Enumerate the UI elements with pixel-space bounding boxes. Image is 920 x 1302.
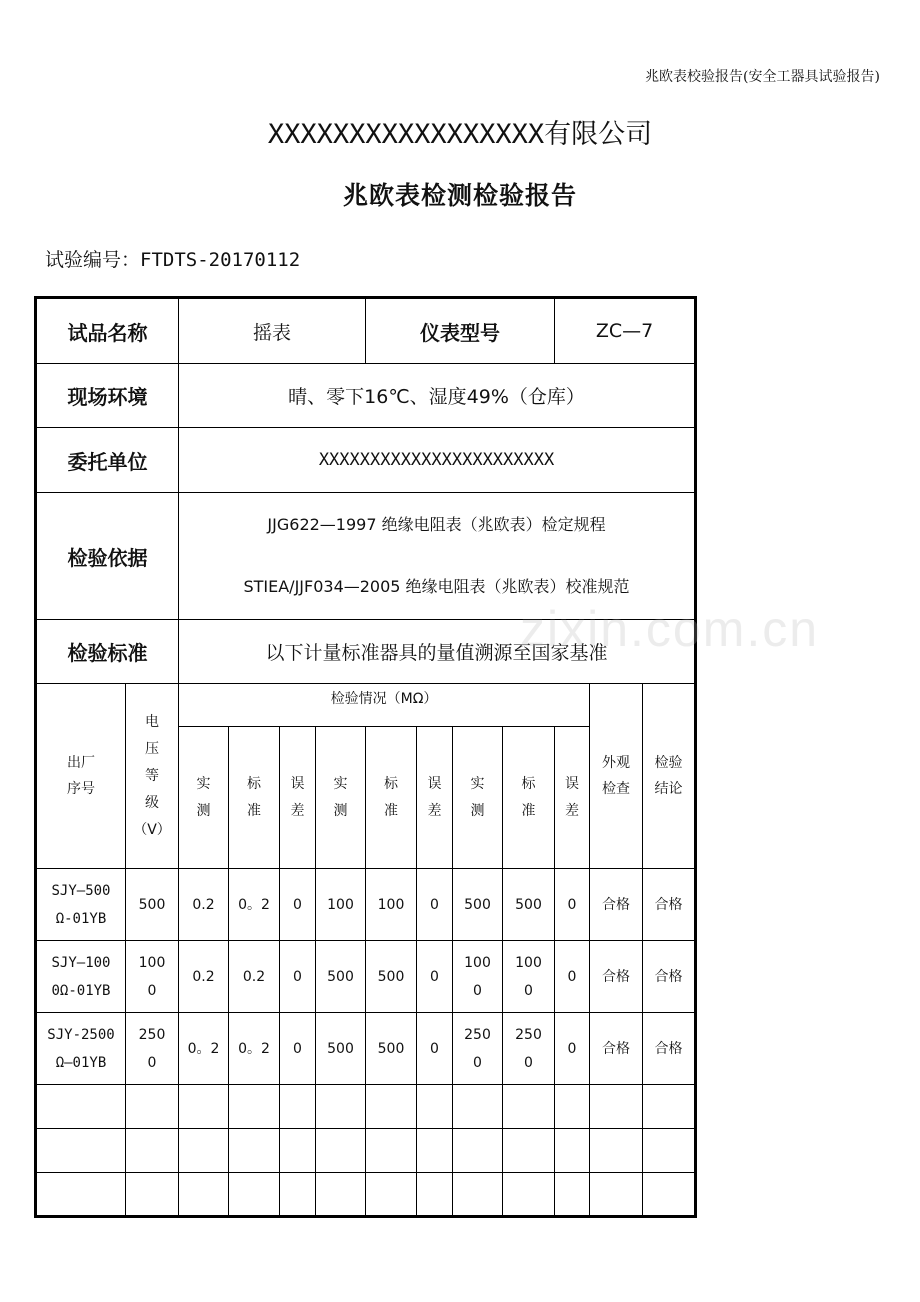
sub-header-char: 实: [333, 775, 348, 792]
empty-cell: [280, 1173, 316, 1217]
value-cell: [316, 1013, 366, 1085]
conclusion-cell: [643, 869, 696, 941]
value-cell-line: 0: [473, 1054, 482, 1071]
serial-cell: [36, 941, 126, 1013]
value-cell-line: 250: [515, 1026, 542, 1043]
value-cell-line: 0: [293, 1040, 302, 1057]
voltage-cell-line: 250: [138, 1026, 166, 1043]
voltage-cell: [126, 869, 179, 941]
appearance-header-line: 外观: [602, 755, 631, 771]
empty-cell: [179, 1085, 229, 1129]
serial-cell-line: SJY—500: [51, 882, 111, 899]
empty-cell: [503, 1173, 555, 1217]
sub-header-char: 标: [384, 775, 399, 792]
row-environment: [36, 364, 696, 428]
sub-header-char: 误: [290, 775, 305, 792]
voltage-cell: [126, 1013, 179, 1085]
sub-header-cell: [453, 727, 503, 869]
value-cell: [366, 1013, 417, 1085]
serial-header-line: 出厂: [67, 755, 95, 771]
sub-header-char: 实: [470, 775, 485, 792]
serial-cell-line: SJY—100: [51, 954, 111, 971]
empty-cell: [590, 1129, 643, 1173]
serial-cell-line: SJY-2500: [47, 1026, 115, 1043]
value-cell-line: 500: [515, 896, 542, 913]
serial-cell: [36, 1013, 126, 1085]
empty-row: [36, 1173, 696, 1217]
empty-cell: [316, 1173, 366, 1217]
appearance-cell: [590, 941, 643, 1013]
value-cell: [280, 941, 316, 1013]
row-sample: [36, 298, 696, 364]
conclusion-header-line: 结论: [654, 781, 683, 797]
empty-cell: [453, 1085, 503, 1129]
appearance-cell-line: 合格: [602, 1040, 631, 1057]
appearance-cell-line: 合格: [602, 968, 631, 985]
value-cell: [366, 941, 417, 1013]
empty-cell: [643, 1173, 696, 1217]
conclusion-cell: [643, 1013, 696, 1085]
conclusion-cell-line: 合格: [654, 1040, 683, 1057]
sub-header-cell: [366, 727, 417, 869]
sub-header-char: 实: [196, 775, 211, 792]
client-value: XXXXXXXXXXXXXXXXXXXXXXX: [179, 428, 696, 493]
appearance-header-line: 检查: [602, 781, 631, 797]
inspection-group-header: 检验情况（MΩ）: [179, 684, 590, 727]
voltage-cell-line: 100: [138, 954, 166, 971]
value-cell: [417, 941, 453, 1013]
empty-cell: [503, 1085, 555, 1129]
empty-cell: [643, 1129, 696, 1173]
sub-header-cell: [280, 727, 316, 869]
serial-cell-line: Ω-01YB: [55, 910, 107, 927]
empty-cell: [555, 1129, 590, 1173]
sub-header-char: 准: [521, 802, 536, 819]
voltage-cell: [126, 941, 179, 1013]
value-cell: [453, 941, 503, 1013]
report-title: 兆欧表检测检验报告: [342, 181, 577, 210]
client-label: 委托单位: [36, 428, 179, 493]
value-cell-line: 500: [327, 968, 354, 985]
serial-header: [36, 684, 126, 869]
voltage-header-line: （V）: [133, 821, 171, 838]
basis-label: 检验依据: [36, 493, 179, 620]
value-cell: [503, 869, 555, 941]
empty-cell: [280, 1085, 316, 1129]
value-cell-line: 100: [327, 896, 354, 913]
sub-header-char: 准: [247, 802, 261, 819]
value-cell: [179, 941, 229, 1013]
appearance-cell: [590, 1013, 643, 1085]
voltage-cell-line: 500: [138, 896, 166, 913]
value-cell-line: 0: [524, 1054, 533, 1071]
sub-header-char: 误: [427, 775, 442, 792]
table-row: [36, 869, 696, 941]
value-cell: [179, 1013, 229, 1085]
empty-cell: [179, 1129, 229, 1173]
value-cell-line: 500: [377, 968, 405, 985]
voltage-header-line: 压: [145, 740, 159, 757]
model-label: 仪表型号: [366, 298, 555, 364]
empty-cell: [126, 1085, 179, 1129]
sub-header-char: 准: [384, 802, 399, 819]
empty-cell: [643, 1085, 696, 1129]
sub-header-char: 测: [333, 802, 348, 819]
empty-cell: [36, 1085, 126, 1129]
table-row: [36, 941, 696, 1013]
empty-cell: [280, 1129, 316, 1173]
value-cell: [555, 1013, 590, 1085]
standard-value: 以下计量标准器具的量值溯源至国家基准: [179, 620, 696, 684]
value-cell: [179, 869, 229, 941]
test-number-value: FTDTS-20170112: [140, 249, 301, 271]
watermark: zixin.com.cn: [520, 601, 820, 657]
sub-header-cell: [555, 727, 590, 869]
value-cell-line: 500: [464, 896, 491, 913]
voltage-header: [126, 684, 179, 869]
value-cell-line: 0.2: [192, 968, 215, 985]
conclusion-header-line: 检验: [654, 755, 683, 771]
empty-cell: [366, 1085, 417, 1129]
value-cell: [417, 1013, 453, 1085]
sub-header-char: 差: [565, 802, 580, 819]
empty-cell: [316, 1129, 366, 1173]
report-table: [34, 296, 697, 1218]
appearance-header: [590, 684, 643, 869]
empty-cell: [417, 1173, 453, 1217]
value-cell-line: 0: [473, 982, 482, 999]
empty-cell: [453, 1173, 503, 1217]
empty-cell: [179, 1173, 229, 1217]
value-cell: [366, 869, 417, 941]
value-cell-line: 0: [567, 896, 577, 913]
sub-header-cell: [179, 727, 229, 869]
empty-cell: [126, 1129, 179, 1173]
sub-header-char: 标: [247, 775, 261, 792]
environment-label: 现场环境: [36, 364, 179, 428]
sub-header-char: 误: [565, 775, 580, 792]
value-cell-line: 100: [464, 954, 491, 971]
value-cell-line: 100: [377, 896, 405, 913]
appearance-cell-line: 合格: [602, 896, 631, 913]
empty-row: [36, 1129, 696, 1173]
empty-cell: [229, 1085, 280, 1129]
conclusion-header: [643, 684, 696, 869]
value-cell-line: 0: [524, 982, 533, 999]
company-name: XXXXXXXXXXXXXXXXX有限公司: [267, 119, 653, 150]
value-cell-line: 100: [515, 954, 542, 971]
value-cell: [316, 941, 366, 1013]
sub-header-cell: [503, 727, 555, 869]
basis-line: STIEA/JJF034—2005 绝缘电阻表（兆欧表）校准规范: [243, 577, 630, 596]
value-cell: [229, 1013, 280, 1085]
empty-cell: [366, 1173, 417, 1217]
empty-cell: [453, 1129, 503, 1173]
sample-name-value: 摇表: [179, 298, 366, 364]
value-cell-line: 0。2: [238, 896, 270, 913]
empty-cell: [229, 1173, 280, 1217]
empty-cell: [555, 1173, 590, 1217]
empty-cell: [36, 1173, 126, 1217]
value-cell-line: 0.2: [192, 896, 215, 913]
sub-header-cell: [229, 727, 280, 869]
sub-header-char: 测: [196, 802, 211, 819]
value-cell-line: 0: [430, 1040, 439, 1057]
conclusion-cell-line: 合格: [654, 968, 683, 985]
value-cell-line: 0: [293, 968, 302, 985]
serial-cell: [36, 869, 126, 941]
empty-cell: [366, 1129, 417, 1173]
sub-header-cell: [417, 727, 453, 869]
value-cell: [503, 941, 555, 1013]
value-cell-line: 0.2: [242, 968, 266, 985]
serial-cell-line: 0Ω-01YB: [51, 982, 111, 999]
empty-cell: [316, 1085, 366, 1129]
sub-header-char: 差: [290, 802, 305, 819]
value-cell: [453, 869, 503, 941]
empty-cell: [229, 1129, 280, 1173]
value-cell-line: 0: [567, 968, 577, 985]
value-cell-line: 0: [430, 896, 439, 913]
voltage-header-line: 电: [145, 713, 159, 730]
sub-header-char: 标: [521, 775, 536, 792]
value-cell-line: 500: [377, 1040, 405, 1057]
sample-name-label: 试品名称: [36, 298, 179, 364]
empty-cell: [590, 1173, 643, 1217]
serial-cell-line: Ω—01YB: [55, 1054, 107, 1071]
value-cell: [555, 941, 590, 1013]
header-note: 兆欧表校验报告(安全工器具试验报告): [645, 69, 880, 85]
empty-cell: [417, 1085, 453, 1129]
value-cell: [453, 1013, 503, 1085]
value-cell: [229, 941, 280, 1013]
value-cell: [316, 869, 366, 941]
value-cell-line: 500: [327, 1040, 354, 1057]
value-cell-line: 0: [430, 968, 439, 985]
sub-header-char: 差: [427, 802, 442, 819]
value-cell-line: 250: [464, 1026, 491, 1043]
value-cell: [417, 869, 453, 941]
row-client: [36, 428, 696, 493]
test-number-label: 试验编号：: [45, 249, 141, 271]
value-cell: [555, 869, 590, 941]
voltage-header-line: 级: [145, 794, 159, 811]
empty-cell: [126, 1173, 179, 1217]
conclusion-cell-line: 合格: [654, 896, 683, 913]
value-cell: [280, 1013, 316, 1085]
value-cell-line: 0。2: [238, 1040, 270, 1057]
sub-header-char: 测: [470, 802, 485, 819]
empty-cell: [36, 1129, 126, 1173]
value-cell-line: 0: [293, 896, 302, 913]
empty-cell: [590, 1085, 643, 1129]
empty-cell: [417, 1129, 453, 1173]
standard-label: 检验标准: [36, 620, 179, 684]
basis-line: JJG622—1997 绝缘电阻表（兆欧表）检定规程: [267, 515, 606, 534]
table-header-row: [36, 684, 696, 727]
empty-row: [36, 1085, 696, 1129]
model-value: ZC—7: [555, 298, 696, 364]
table-row: [36, 1013, 696, 1085]
voltage-cell-line: 0: [147, 982, 157, 999]
voltage-header-line: 等: [145, 767, 159, 784]
value-cell: [503, 1013, 555, 1085]
conclusion-cell: [643, 941, 696, 1013]
empty-cell: [503, 1129, 555, 1173]
test-number: [45, 245, 300, 272]
appearance-cell: [590, 869, 643, 941]
voltage-cell-line: 0: [147, 1054, 157, 1071]
sub-header-cell: [316, 727, 366, 869]
serial-header-line: 序号: [67, 781, 95, 797]
value-cell: [229, 869, 280, 941]
empty-cell: [555, 1085, 590, 1129]
value-cell-line: 0。2: [187, 1040, 220, 1057]
value-cell-line: 0: [567, 1040, 577, 1057]
environment-value: 晴、零下16℃、湿度49%（仓库）: [179, 364, 696, 428]
value-cell: [280, 869, 316, 941]
